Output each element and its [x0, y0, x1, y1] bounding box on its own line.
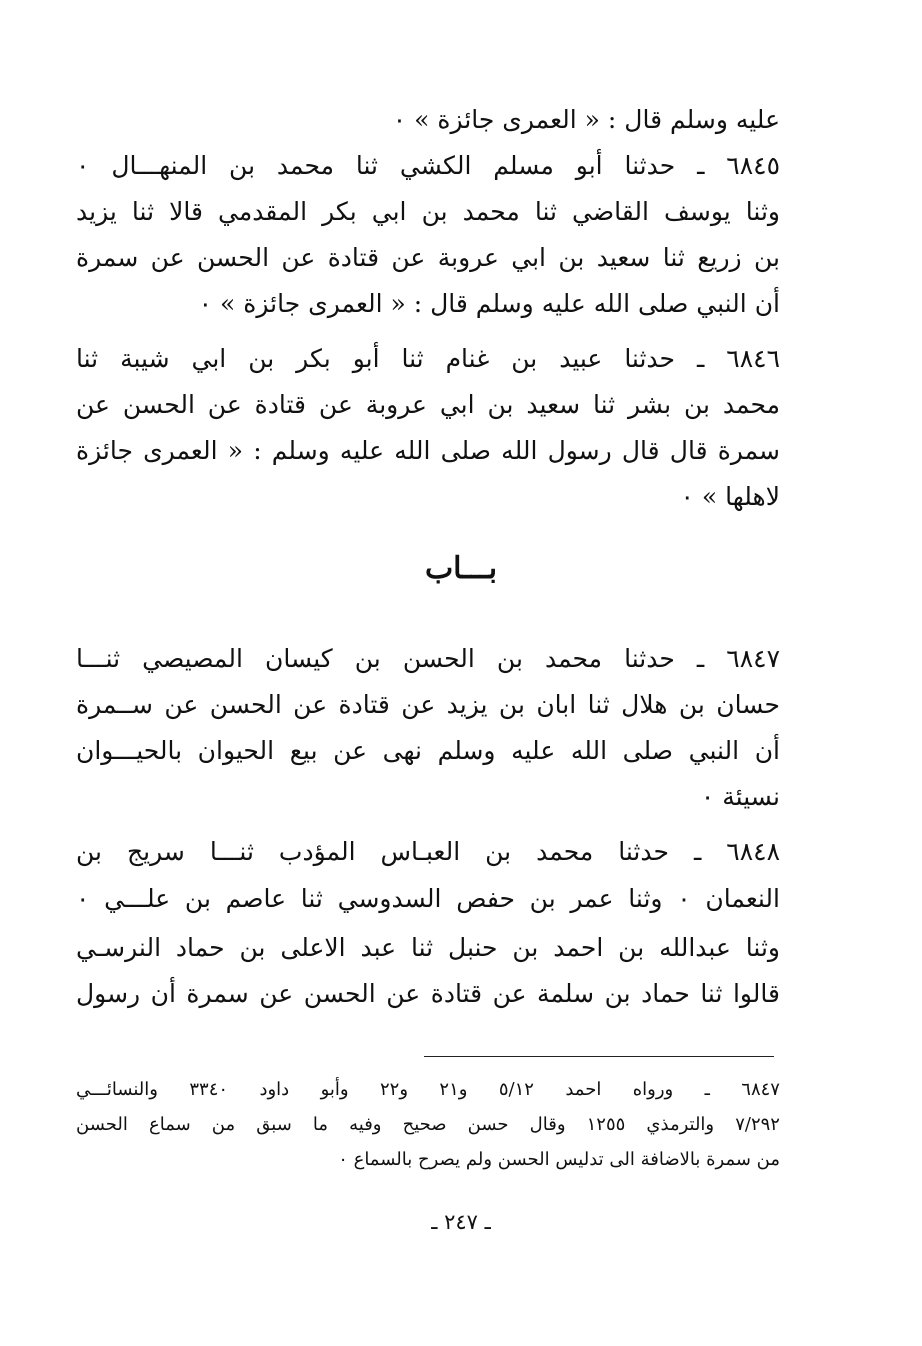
hadith-6846-line-3: سمرة قال قال رسول الله صلى الله عليه وسلم : « العمرى جائزة: [76, 436, 780, 465]
hadith-6848-line-1: ٦٨٤٨ ـ حدثنا محمد بن العبـاس المؤدب ثنـــا سريج بن: [76, 837, 780, 866]
hadith-6847-line-4: نسيئة ٠: [700, 782, 780, 811]
hadith-6848-line-3: وثنا عبدالله بن احمد بن حنبل ثنا عبد الاعلى بن حماد النرسـي: [76, 933, 780, 962]
hadith-6844-line-1: عليه وسلم قال : « العمرى جائزة » ٠: [392, 105, 780, 134]
hadith-6846-line-1: ٦٨٤٦ ـ حدثنا عبيد بن غنام ثنا أبو بكر بن ابي شيبة ثنا: [76, 344, 780, 373]
hadith-6847-line-2: حسان بن هلال ثنا ابان بن يزيد عن قتادة عن الحسن عن ســمرة: [76, 690, 780, 719]
hadith-6845-line-4: أن النبي صلى الله عليه وسلم قال : « العمرى جائزة » ٠: [198, 289, 780, 318]
footnote-line-1: ٦٨٤٧ ـ ورواه احمد ٥/١٢ و٢١ و٢٢ وأبو داود ٣٣٤٠ والنسائـــي: [76, 1079, 780, 1100]
hadith-6845-line-3: بن زريع ثنا سعيد بن ابي عروبة عن قتادة عن الحسن عن سمرة: [76, 243, 780, 272]
hadith-6847-line-3: أن النبي صلى الله عليه وسلم نهى عن بيع الحيوان بالحيـــوان: [76, 736, 780, 765]
hadith-6848-line-4: قالوا ثنا حماد بن سلمة عن قتادة عن الحسن عن سمرة أن رسول: [76, 979, 780, 1008]
hadith-6845-line-2: وثنا يوسف القاضي ثنا محمد بن ابي بكر المقدمي قالا ثنا يزيد: [76, 197, 780, 226]
hadith-6846-line-4: لاهلها » ٠: [680, 482, 780, 511]
hadith-6847-line-1: ٦٨٤٧ ـ حدثنا محمد بن الحسن بن كيسان المصيصي ثنـــا: [76, 644, 780, 673]
hadith-6848-line-2: النعمان ٠ وثنا عمر بن حفص السدوسي ثنا عاصم بن علـــي ٠: [76, 884, 780, 913]
hadith-6846-line-2: محمد بن بشر ثنا سعيد بن ابي عروبة عن قتادة عن الحسن عن: [76, 390, 780, 419]
footnote-line-3: من سمرة بالاضافة الى تدليس الحسن ولم يصرح بالسماع ٠: [338, 1149, 780, 1170]
page-number: ـ ٢٤٧ ـ: [431, 1210, 491, 1234]
hadith-6845-line-1: ٦٨٤٥ ـ حدثنا أبو مسلم الكشي ثنا محمد بن المنهـــال ٠: [76, 151, 780, 180]
footnote-line-2: ٧/٢٩٢ والترمذي ١٢٥٥ وقال حسن صحيح وفيه ما سبق من سماع الحسن: [76, 1114, 780, 1135]
chapter-heading: بـــاب: [424, 551, 498, 586]
footnote-separator: [424, 1056, 774, 1057]
